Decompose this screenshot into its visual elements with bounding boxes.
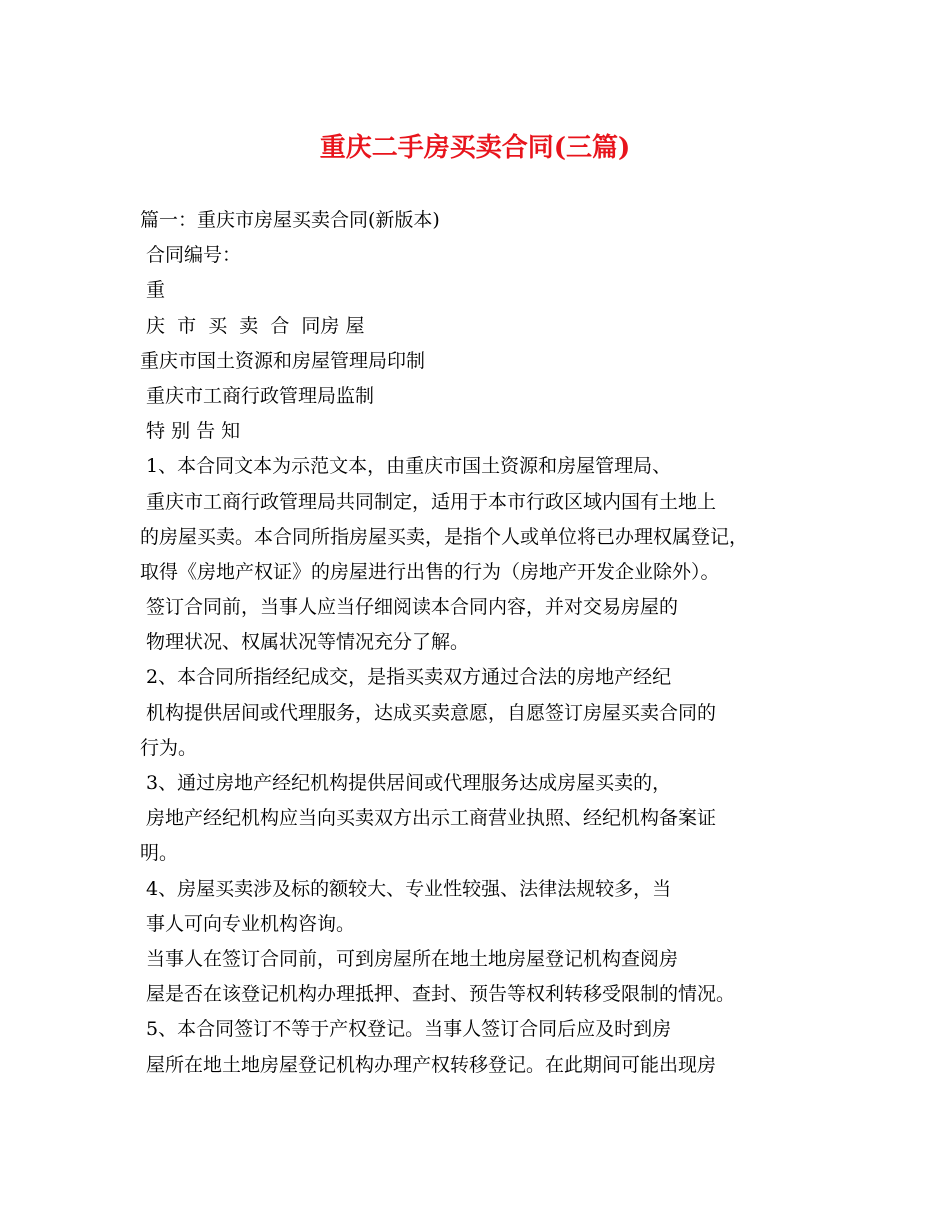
body-line: 房地产经纪机构应当向买卖双方出示工商营业执照、经纪机构备案证 — [140, 807, 717, 830]
body-line: 机构提供居间或代理服务，达成买卖意愿，自愿签订房屋买卖合同的 — [140, 701, 717, 724]
body-line: 合同编号： — [140, 244, 242, 267]
body-line: 屋是否在该登记机构办理抵押、查封、预告等权利转移受限制的情况。 — [140, 983, 736, 1006]
body-line: 2、本合同所指经纪成交，是指买卖双方通过合法的房地产经纪 — [140, 666, 672, 689]
body-line: 庆 市 买 卖 合 同房 屋 — [140, 314, 365, 337]
body-line: 物理状况、权属状况等情况充分了解。 — [140, 631, 470, 654]
body-line: 取得《房地产权证》的房屋进行出售的行为（房地产开发企业除外）。 — [140, 560, 720, 583]
body-line: 篇一：重庆市房屋买卖合同(新版本) — [140, 209, 440, 231]
body-line: 行为。 — [140, 736, 198, 759]
body-line: 重庆市工商行政管理局共同制定，适用于本市行政区域内国有土地上 — [140, 490, 717, 513]
body-line: 明。 — [140, 842, 179, 865]
body-line: 3、通过房地产经纪机构提供居间或代理服务达成房屋买卖的， — [140, 772, 672, 794]
body-line: 签订合同前，当事人应当仔细阅读本合同内容，并对交易房屋的 — [140, 596, 679, 619]
document-title: 重庆二手房买卖合同(三篇) — [319, 133, 631, 163]
body-line: 重 — [140, 279, 166, 302]
body-line: 屋所在地土地房屋登记机构办理产权转移登记。在此期间可能出现房 — [140, 1053, 717, 1076]
body-line: 事人可向专业机构咨询。 — [140, 912, 356, 935]
body-line: 的房屋买卖。本合同所指房屋买卖，是指个人或单位将已办理权属登记， — [140, 525, 749, 548]
body-line: 4、房屋买卖涉及标的额较大、专业性较强、法律法规较多，当 — [140, 877, 672, 900]
body-line: 重庆市国土资源和房屋管理局印制 — [140, 349, 426, 372]
body-line: 特 别 告 知 — [140, 420, 241, 443]
document-body — [140, 203, 830, 1083]
body-line: 重庆市工商行政管理局监制 — [140, 384, 375, 407]
body-line: 5、本合同签订不等于产权登记。当事人签订合同后应及时到房 — [140, 1018, 672, 1041]
body-line: 1、本合同文本为示范文本，由重庆市国土资源和房屋管理局、 — [140, 455, 672, 478]
body-line: 当事人在签订合同前，可到房屋所在地土地房屋登记机构查阅房 — [140, 947, 679, 970]
